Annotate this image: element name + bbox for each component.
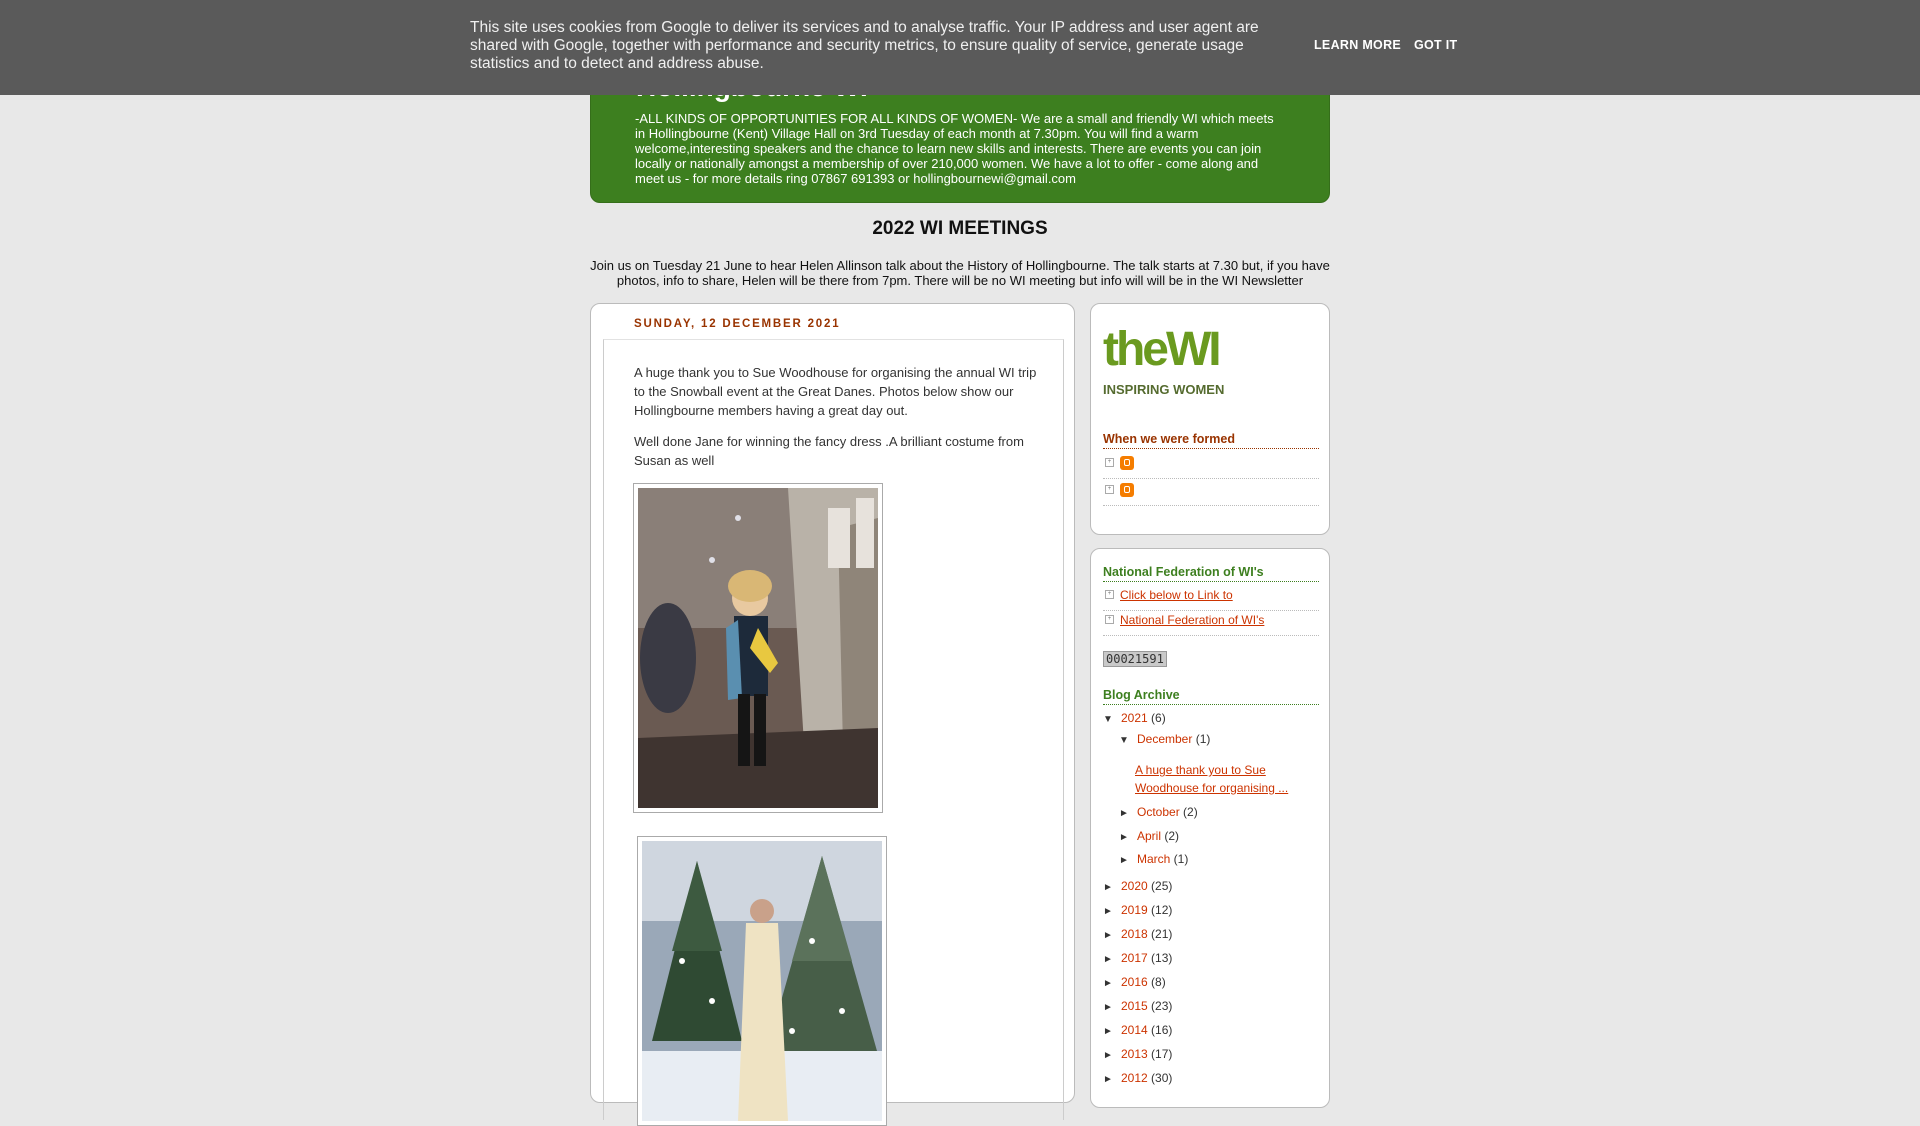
archive-year-link[interactable]: 2017	[1121, 951, 1148, 965]
archive-count: (1)	[1195, 732, 1211, 746]
national-federation-heading: National Federation of WI's	[1103, 565, 1319, 582]
collapsed-triangle-icon[interactable]: ►	[1103, 930, 1113, 941]
wi-logo-text: theWI	[1103, 323, 1219, 376]
list-item[interactable]	[1103, 480, 1319, 506]
archive-year[interactable]	[1103, 999, 1172, 1013]
archive-year[interactable]	[1103, 1047, 1172, 1061]
photo-woman-with-trees	[642, 841, 882, 1121]
archive-post-entry	[1135, 761, 1315, 797]
expanded-triangle-icon[interactable]: ▼	[1119, 735, 1129, 746]
collapsed-triangle-icon[interactable]: ►	[1119, 831, 1129, 843]
collapsed-triangle-icon[interactable]: ►	[1103, 1074, 1113, 1085]
archive-count: (21)	[1147, 927, 1173, 941]
wi-logo-tagline: INSPIRING WOMEN	[1103, 382, 1225, 397]
archive-year-link[interactable]: 2021	[1121, 711, 1148, 725]
expanded-triangle-icon[interactable]: ▼	[1103, 714, 1113, 725]
archive-count: (23)	[1147, 999, 1173, 1013]
archive-month[interactable]	[1119, 805, 1198, 819]
archive-year[interactable]	[1103, 1023, 1172, 1037]
meetings-title: 2022 WI MEETINGS	[872, 218, 1048, 239]
bullet-icon: +	[1105, 590, 1114, 599]
archive-month-link[interactable]: October	[1137, 805, 1180, 819]
archive-count: (2)	[1161, 828, 1180, 843]
meetings-announcement: Join us on Tuesday 21 June to hear Helen Allinson talk about the History of Hollingbourne. The talk starts at 7.30 but, if you have photos, info to share, Helen will be there from 7pm. There will be no WI meeting but info will will be in the WI Newsletter	[590, 258, 1330, 288]
archive-count: (17)	[1147, 1047, 1173, 1061]
archive-post-link[interactable]: A huge thank you to Sue Woodhouse for organising ...	[1135, 763, 1289, 795]
blog-archive-heading: Blog Archive	[1103, 688, 1319, 705]
collapsed-triangle-icon[interactable]: ►	[1119, 855, 1129, 866]
archive-year-link[interactable]: 2018	[1121, 927, 1148, 941]
collapsed-triangle-icon[interactable]: ►	[1103, 1026, 1113, 1037]
list-item[interactable]	[1103, 453, 1319, 479]
archive-count: (30)	[1147, 1071, 1173, 1085]
archive-count: (25)	[1147, 879, 1173, 893]
archive-count: (2)	[1179, 805, 1198, 819]
post-photo-1[interactable]	[633, 483, 883, 813]
collapsed-triangle-icon[interactable]: ►	[1103, 882, 1113, 893]
archive-year-link[interactable]: 2019	[1121, 903, 1148, 917]
archive-count: (6)	[1151, 711, 1166, 725]
main-column	[590, 303, 1075, 1103]
federation-link-2[interactable]: National Federation of WI's	[1120, 613, 1265, 627]
archive-month-link[interactable]: April	[1137, 828, 1162, 843]
learn-more-button[interactable]: LEARN MORE	[1314, 38, 1402, 52]
post-photo-2[interactable]	[637, 836, 887, 1126]
archive-count: (16)	[1147, 1023, 1173, 1037]
archive-year[interactable]	[1103, 927, 1172, 941]
archive-month[interactable]	[1119, 829, 1179, 843]
bullet-icon: +	[1105, 615, 1114, 624]
collapsed-triangle-icon[interactable]: ►	[1103, 1050, 1113, 1061]
post-paragraph: A huge thank you to Sue Woodhouse for organising the annual WI trip to the Snowball event at the Great Danes. Photos below show our Hollingbourne members having a great day out.	[634, 365, 1037, 418]
archive-year-link[interactable]: 2020	[1121, 879, 1148, 893]
archive-count: (1)	[1170, 852, 1189, 866]
collapsed-triangle-icon[interactable]: ►	[1119, 808, 1129, 819]
collapsed-triangle-icon[interactable]: ►	[1103, 954, 1113, 965]
archive-year[interactable]	[1103, 879, 1172, 893]
sidebar-widget-federation	[1090, 548, 1330, 1108]
link-item	[1103, 610, 1319, 636]
collapsed-triangle-icon[interactable]: ►	[1103, 978, 1113, 989]
archive-year[interactable]	[1103, 1071, 1172, 1085]
archive-count: (8)	[1147, 975, 1166, 989]
archive-year-link[interactable]: 2013	[1121, 1047, 1148, 1061]
got-it-button[interactable]: GOT IT	[1414, 38, 1458, 52]
archive-year-link[interactable]: 2014	[1121, 1023, 1148, 1037]
archive-year-link[interactable]: 2016	[1121, 975, 1148, 989]
cookie-banner	[0, 0, 1920, 95]
post-body	[634, 363, 1044, 482]
archive-year[interactable]	[1103, 903, 1172, 917]
post-date: SUNDAY, 12 DECEMBER 2021	[634, 318, 841, 330]
link-item	[1103, 585, 1319, 611]
archive-year-link[interactable]: 2015	[1121, 999, 1148, 1013]
archive-count: (13)	[1147, 951, 1173, 965]
archive-year[interactable]	[1103, 951, 1172, 965]
visitor-counter: 00021591	[1103, 651, 1167, 667]
blogger-icon[interactable]	[1120, 456, 1134, 470]
post-paragraph: Well done Jane for winning the fancy dress .A brilliant costume from Susan as well	[634, 434, 1024, 468]
cookie-text: This site uses cookies from Google to deliver its services and to analyse traffic. Your IP address and user agent are shared with Google, together with performance and security metrics, to ensure quality of service, generate usage statistics and to detect and address abuse.	[470, 19, 1259, 72]
archive-month[interactable]	[1119, 852, 1188, 866]
archive-count: (12)	[1147, 903, 1173, 917]
archive-year-link[interactable]: 2012	[1121, 1071, 1148, 1085]
archive-month-link[interactable]: March	[1137, 852, 1171, 866]
wi-logo[interactable]	[1103, 320, 1233, 420]
blogger-icon[interactable]	[1120, 483, 1134, 497]
bullet-icon: +	[1105, 485, 1114, 494]
collapsed-triangle-icon[interactable]: ►	[1103, 1002, 1113, 1013]
formed-heading: When we were formed	[1103, 432, 1319, 449]
collapsed-triangle-icon[interactable]: ►	[1103, 906, 1113, 917]
archive-month-link[interactable]: December	[1137, 732, 1193, 746]
blog-description: -ALL KINDS OF OPPORTUNITIES FOR ALL KINDS OF WOMEN- We are a small and friendly WI which meets in Hollingbourne (Kent) Village Hall on 3rd Tuesday of each month at 7.30pm. You will find a warm welcome,interesting speakers and the chance to learn new skills and interests. There are events you can join locally or nationally amongst a membership of over 210,000 women. We have a lot to offer - come along and meet us - for more details ring 07867 691393 or hollingbournewi@gmail.com	[635, 111, 1274, 186]
bullet-icon: +	[1105, 458, 1114, 467]
archive-year[interactable]	[1103, 975, 1166, 989]
federation-link-1[interactable]: Click below to Link to	[1120, 588, 1233, 602]
archive-month-december[interactable]	[1119, 732, 1210, 746]
archive-year-2021[interactable]	[1103, 711, 1166, 725]
sidebar-widget-formed	[1090, 303, 1330, 535]
photo-woman-with-sash	[638, 488, 878, 808]
